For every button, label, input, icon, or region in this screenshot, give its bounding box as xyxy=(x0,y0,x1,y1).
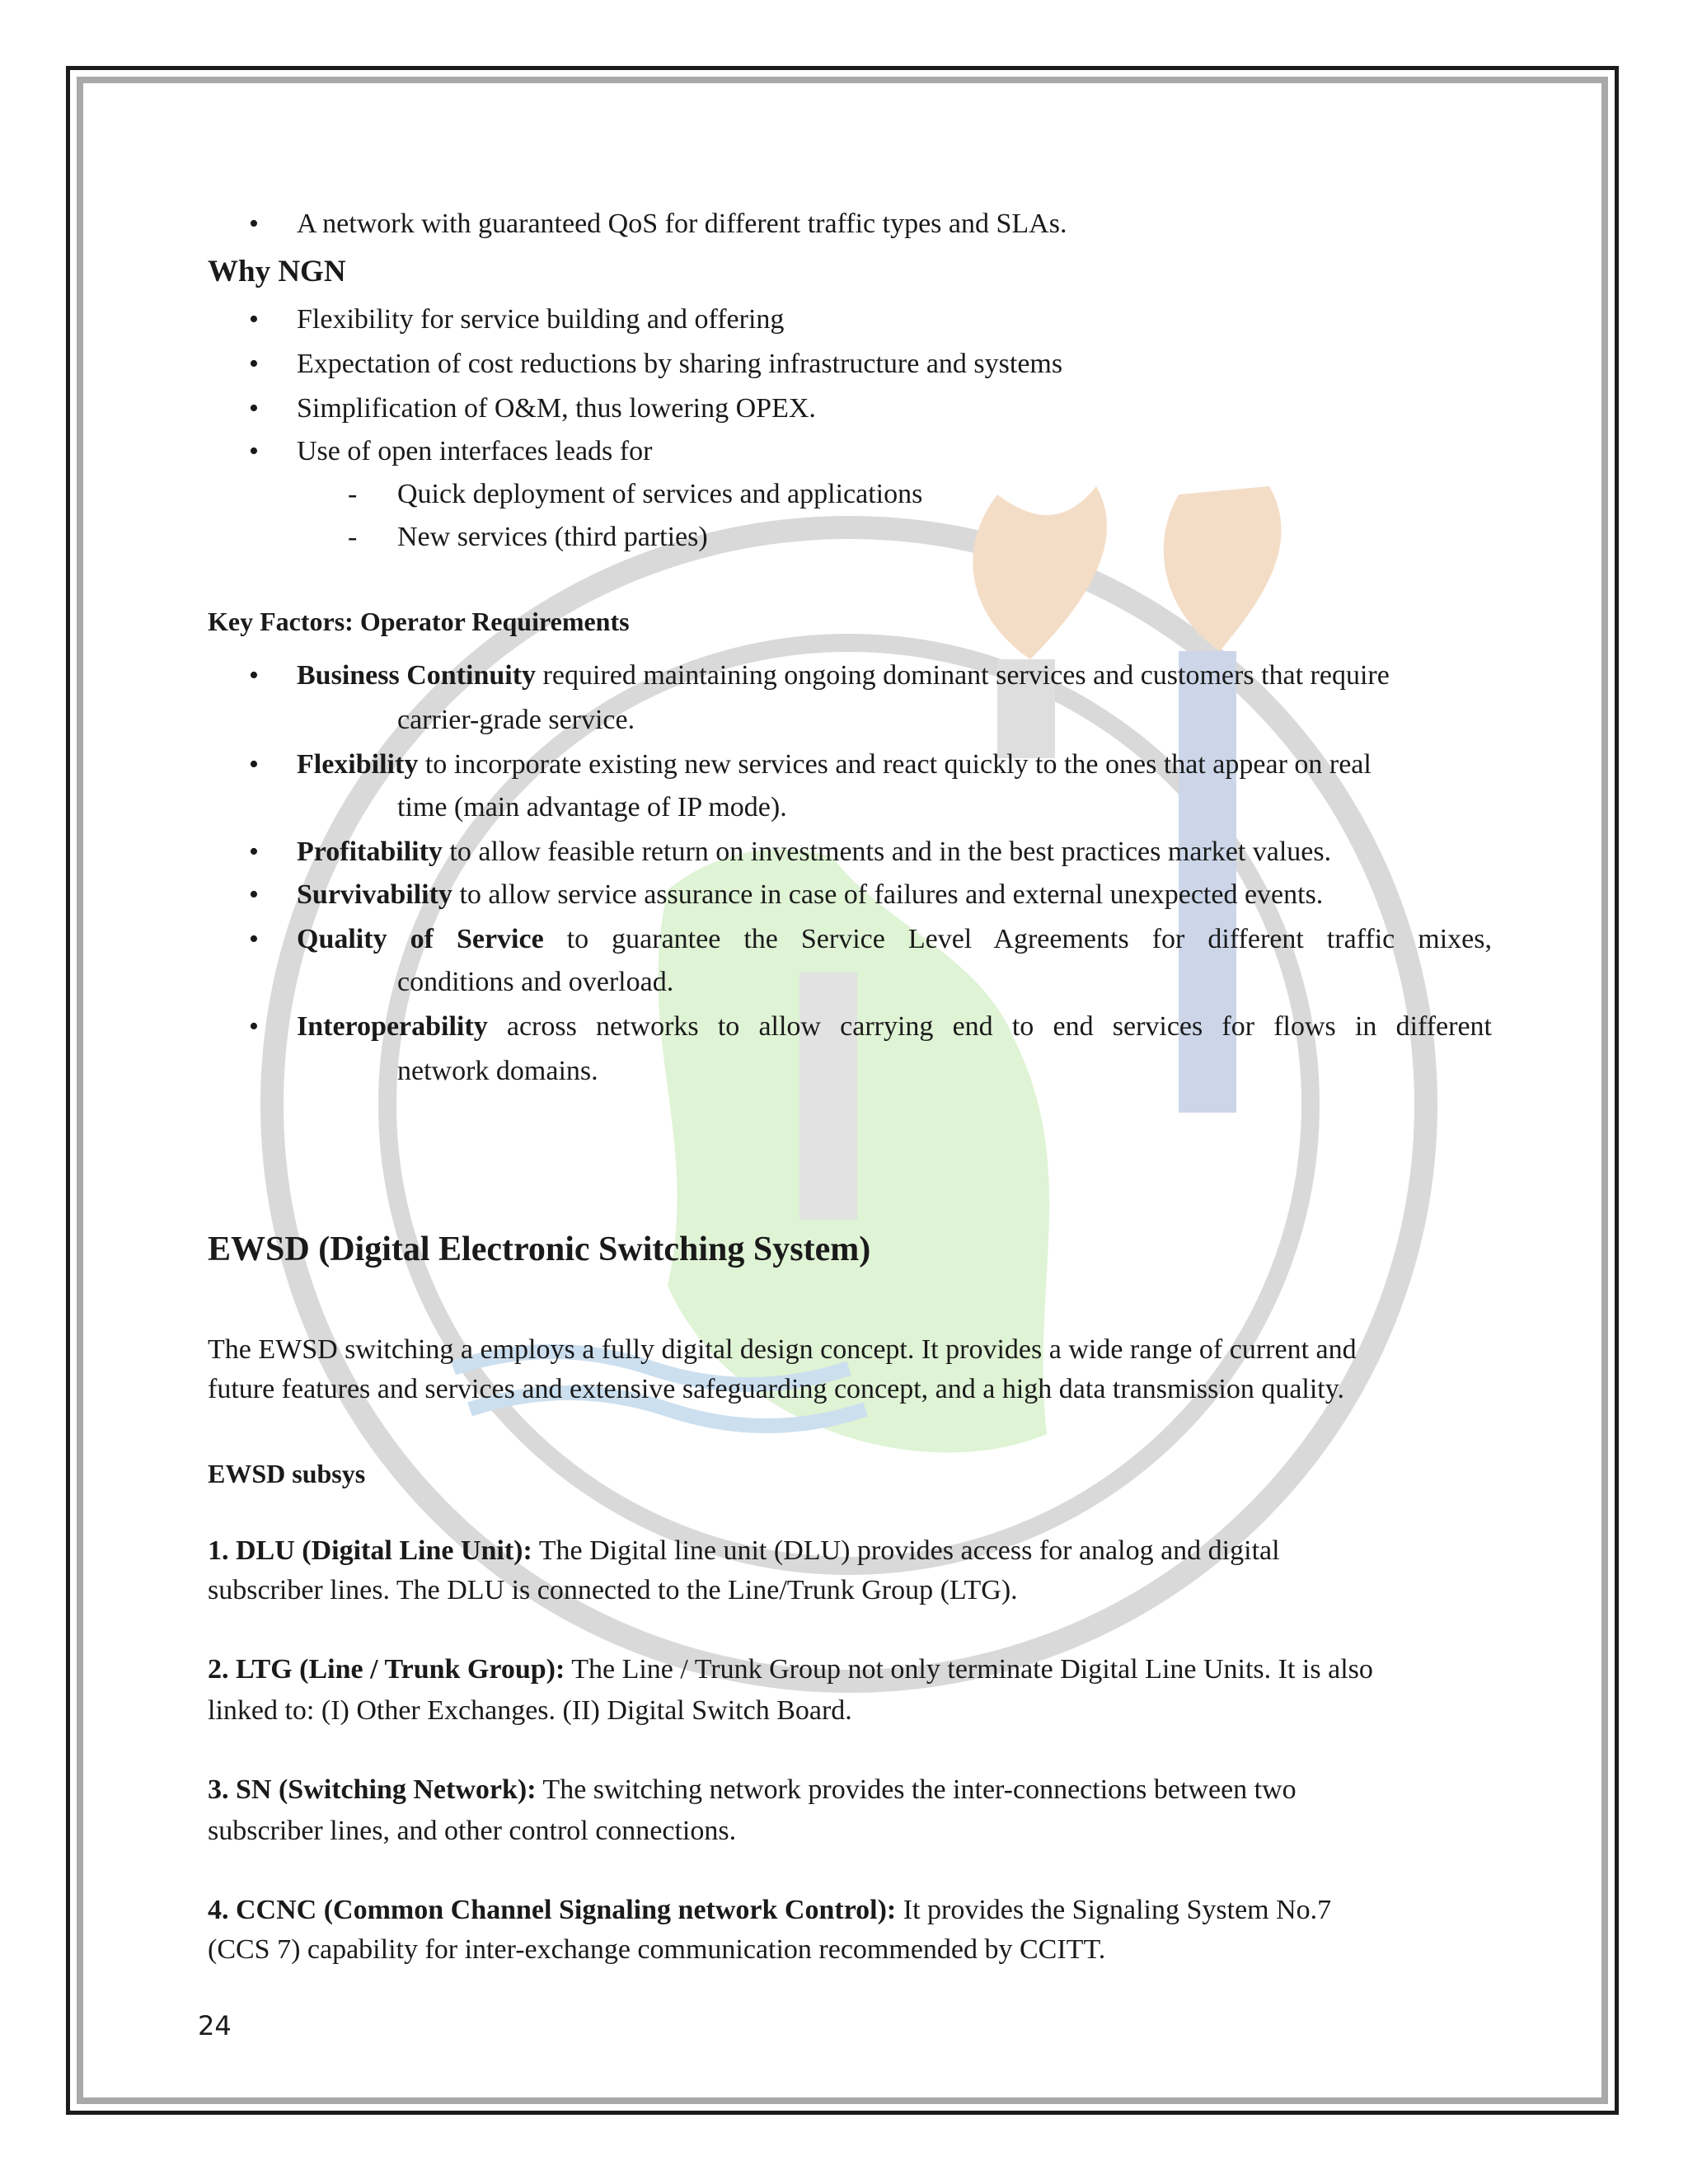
bullet-glyph: • xyxy=(249,393,259,424)
key-factor-item xyxy=(297,1009,1492,1045)
key-factor-item xyxy=(297,747,1372,783)
subsystem-text: The switching network provides the inter-connections between two xyxy=(536,1774,1296,1805)
subsystem-text: It provides the Signaling System No.7 xyxy=(896,1895,1332,1925)
why-ngn-item: Flexibility for service building and offering xyxy=(297,304,785,335)
key-factor-continuation: carrier-grade service. xyxy=(397,705,635,735)
subsystem-text: The Digital line unit (DLU) provides access for analog and digital xyxy=(532,1535,1280,1566)
bullet-glyph: • xyxy=(249,436,259,466)
key-factor-item xyxy=(297,658,1390,694)
key-factor-continuation: network domains. xyxy=(397,1056,598,1086)
key-factor-term: Profitability xyxy=(297,837,443,867)
key-factor-term: Flexibility xyxy=(297,749,419,780)
key-factor-text: to allow feasible return on investments and in the best practices market values. xyxy=(442,837,1332,867)
intro-bullet-text: A network with guaranteed QoS for different traffic types and SLAs. xyxy=(297,209,1067,239)
ewsd-intro-line: The EWSD switching a employs a fully digital design concept. It provides a wide range of current and xyxy=(208,1334,1357,1365)
why-ngn-item: Use of open interfaces leads for xyxy=(297,436,653,466)
key-factor-item xyxy=(297,834,1331,870)
bullet-glyph: • xyxy=(249,879,259,910)
key-factor-continuation: conditions and overload. xyxy=(397,967,674,997)
why-ngn-subitem: Quick deployment of services and applications xyxy=(397,479,923,509)
subsystem-line xyxy=(208,1652,1373,1688)
key-factor-text: to allow service assurance in case of failures and external unexpected events. xyxy=(452,879,1324,910)
subsystem-term: 3. SN (Switching Network): xyxy=(208,1774,537,1805)
key-factor-text: across networks to allow carrying end to end services for flows in different xyxy=(487,1011,1492,1042)
key-factor-item xyxy=(297,921,1492,958)
subsystem-line xyxy=(208,1772,1296,1808)
subsystem-term: 1. DLU (Digital Line Unit): xyxy=(208,1535,532,1566)
why-ngn-item: Simplification of O&M, thus lowering OPEX. xyxy=(297,393,816,424)
dash-glyph: - xyxy=(348,522,358,552)
subsystem-text: The Line / Trunk Group not only terminate Digital Line Units. It is also xyxy=(565,1654,1373,1685)
key-factor-text: required maintaining ongoing dominant services and customers that require xyxy=(536,660,1390,691)
key-factor-term: Business Continuity xyxy=(297,660,537,691)
page-number: 24 xyxy=(198,2010,232,2041)
bullet-glyph: • xyxy=(249,924,259,954)
subsystem-term: 4. CCNC (Common Channel Signaling network Control): xyxy=(208,1895,897,1925)
bullet-glyph: • xyxy=(249,749,259,780)
bullet-glyph: • xyxy=(249,660,259,691)
key-factor-term: Quality of Service xyxy=(297,924,544,954)
bullet-glyph: • xyxy=(249,349,259,379)
key-factor-continuation: time (main advantage of IP mode). xyxy=(397,792,787,823)
ewsd-subsys-heading: EWSD subsys xyxy=(208,1459,366,1488)
key-factor-text: to guarantee the Service Level Agreements for different traffic mixes, xyxy=(543,924,1492,954)
key-factor-text: to incorporate existing new services and react quickly to the ones that appear on real xyxy=(418,749,1372,780)
dash-glyph: - xyxy=(348,479,358,509)
why-ngn-heading: Why NGN xyxy=(208,255,346,288)
subsystem-line: linked to: (I) Other Exchanges. (II) Digital Switch Board. xyxy=(208,1695,852,1726)
key-factors-heading: Key Factors: Operator Requirements xyxy=(208,607,630,636)
subsystem-term: 2. LTG (Line / Trunk Group): xyxy=(208,1654,565,1685)
subsystem-line xyxy=(208,1892,1331,1929)
why-ngn-subitem: New services (third parties) xyxy=(397,522,708,552)
subsystem-line: subscriber lines, and other control connections. xyxy=(208,1816,737,1846)
bullet-glyph: • xyxy=(249,1011,259,1042)
subsystem-line: subscriber lines. The DLU is connected to the Line/Trunk Group (LTG). xyxy=(208,1575,1018,1605)
key-factor-term: Interoperability xyxy=(297,1011,488,1042)
ewsd-heading: EWSD (Digital Electronic Switching System) xyxy=(208,1230,871,1268)
key-factor-term: Survivability xyxy=(297,879,452,910)
key-factor-item xyxy=(297,877,1323,913)
ewsd-intro-line: future features and services and extensive safeguarding concept, and a high data transmission quality. xyxy=(208,1374,1345,1404)
bullet-glyph: • xyxy=(249,209,259,239)
subsystem-line xyxy=(208,1533,1280,1569)
why-ngn-item: Expectation of cost reductions by sharing infrastructure and systems xyxy=(297,349,1063,379)
subsystem-line: (CCS 7) capability for inter-exchange communication recommended by CCITT. xyxy=(208,1934,1106,1965)
bullet-glyph: • xyxy=(249,304,259,335)
bullet-glyph: • xyxy=(249,837,259,867)
